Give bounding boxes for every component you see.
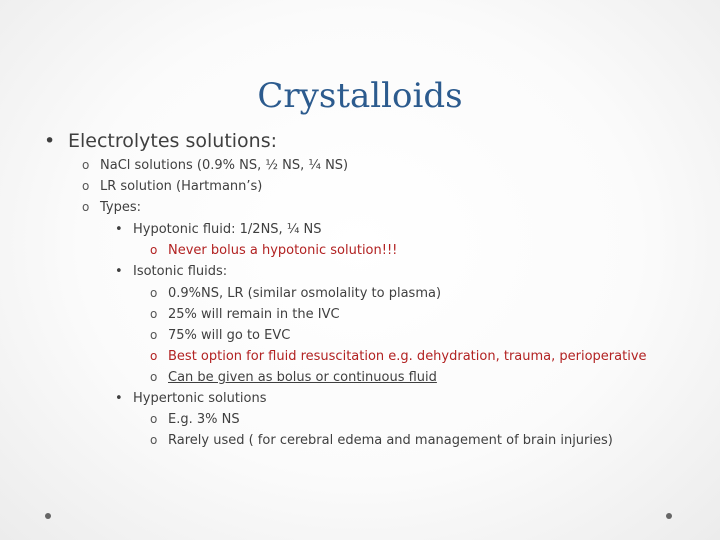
note-text: 75% will go to EVC: [168, 328, 291, 343]
bullet-icon: •: [115, 222, 123, 237]
type-item-isotonic: [115, 264, 227, 279]
o-marker-icon: o: [150, 307, 158, 321]
isotonic-note: [150, 307, 340, 322]
o-marker-icon: o: [150, 433, 158, 447]
hypertonic-note: [150, 433, 613, 448]
corner-dot-icon: [666, 513, 672, 519]
note-text: 25% will remain in the IVC: [168, 307, 340, 322]
o-marker-icon: o: [150, 349, 158, 363]
o-marker-icon: o: [82, 158, 90, 172]
isotonic-note: [150, 328, 290, 343]
isotonic-note: [150, 349, 647, 364]
note-text: Best option for fluid resuscitation e.g. dehydration, trauma, perioperative: [168, 349, 647, 364]
type-text: Hypertonic solutions: [133, 391, 267, 406]
type-item-hypertonic: [115, 391, 267, 406]
main-bullet: [44, 130, 277, 152]
o-marker-icon: o: [150, 243, 158, 257]
isotonic-note: [150, 370, 437, 385]
hypotonic-note: [150, 243, 397, 258]
bullet-icon: •: [115, 391, 123, 406]
sub-item: [82, 200, 141, 215]
type-item-hypotonic: [115, 222, 322, 237]
o-marker-icon: o: [82, 179, 90, 193]
type-text: Hypotonic fluid: 1/2NS, ¼ NS: [133, 222, 322, 237]
o-marker-icon: o: [150, 286, 158, 300]
sub-item: [82, 179, 262, 194]
note-text: 0.9%NS, LR (similar osmolality to plasma): [168, 286, 442, 301]
corner-dot-icon: [45, 513, 51, 519]
sub-item-text: LR solution (Hartmann’s): [100, 179, 263, 194]
note-text: Never bolus a hypotonic solution!!!: [168, 243, 398, 258]
type-text: Isotonic fluids:: [133, 264, 228, 279]
slide-title: [0, 76, 720, 116]
sub-item-text: Types:: [100, 200, 142, 215]
bullet-icon: •: [44, 130, 56, 152]
bullet-icon: •: [115, 264, 123, 279]
note-text: E.g. 3% NS: [168, 412, 240, 427]
sub-item-text: NaCl solutions (0.9% NS, ½ NS, ¼ NS): [100, 158, 349, 173]
o-marker-icon: o: [150, 328, 158, 342]
o-marker-icon: o: [150, 412, 158, 426]
main-bullet-text: Electrolytes solutions:: [68, 130, 278, 152]
slide-title-text: Crystalloids: [257, 76, 463, 116]
isotonic-note: [150, 286, 441, 301]
note-text: Rarely used ( for cerebral edema and management of brain injuries): [168, 433, 613, 448]
sub-item: [82, 158, 348, 173]
hypertonic-note: [150, 412, 240, 427]
note-text: Can be given as bolus or continuous fluid: [168, 370, 437, 385]
o-marker-icon: o: [150, 370, 158, 384]
o-marker-icon: o: [82, 200, 90, 214]
